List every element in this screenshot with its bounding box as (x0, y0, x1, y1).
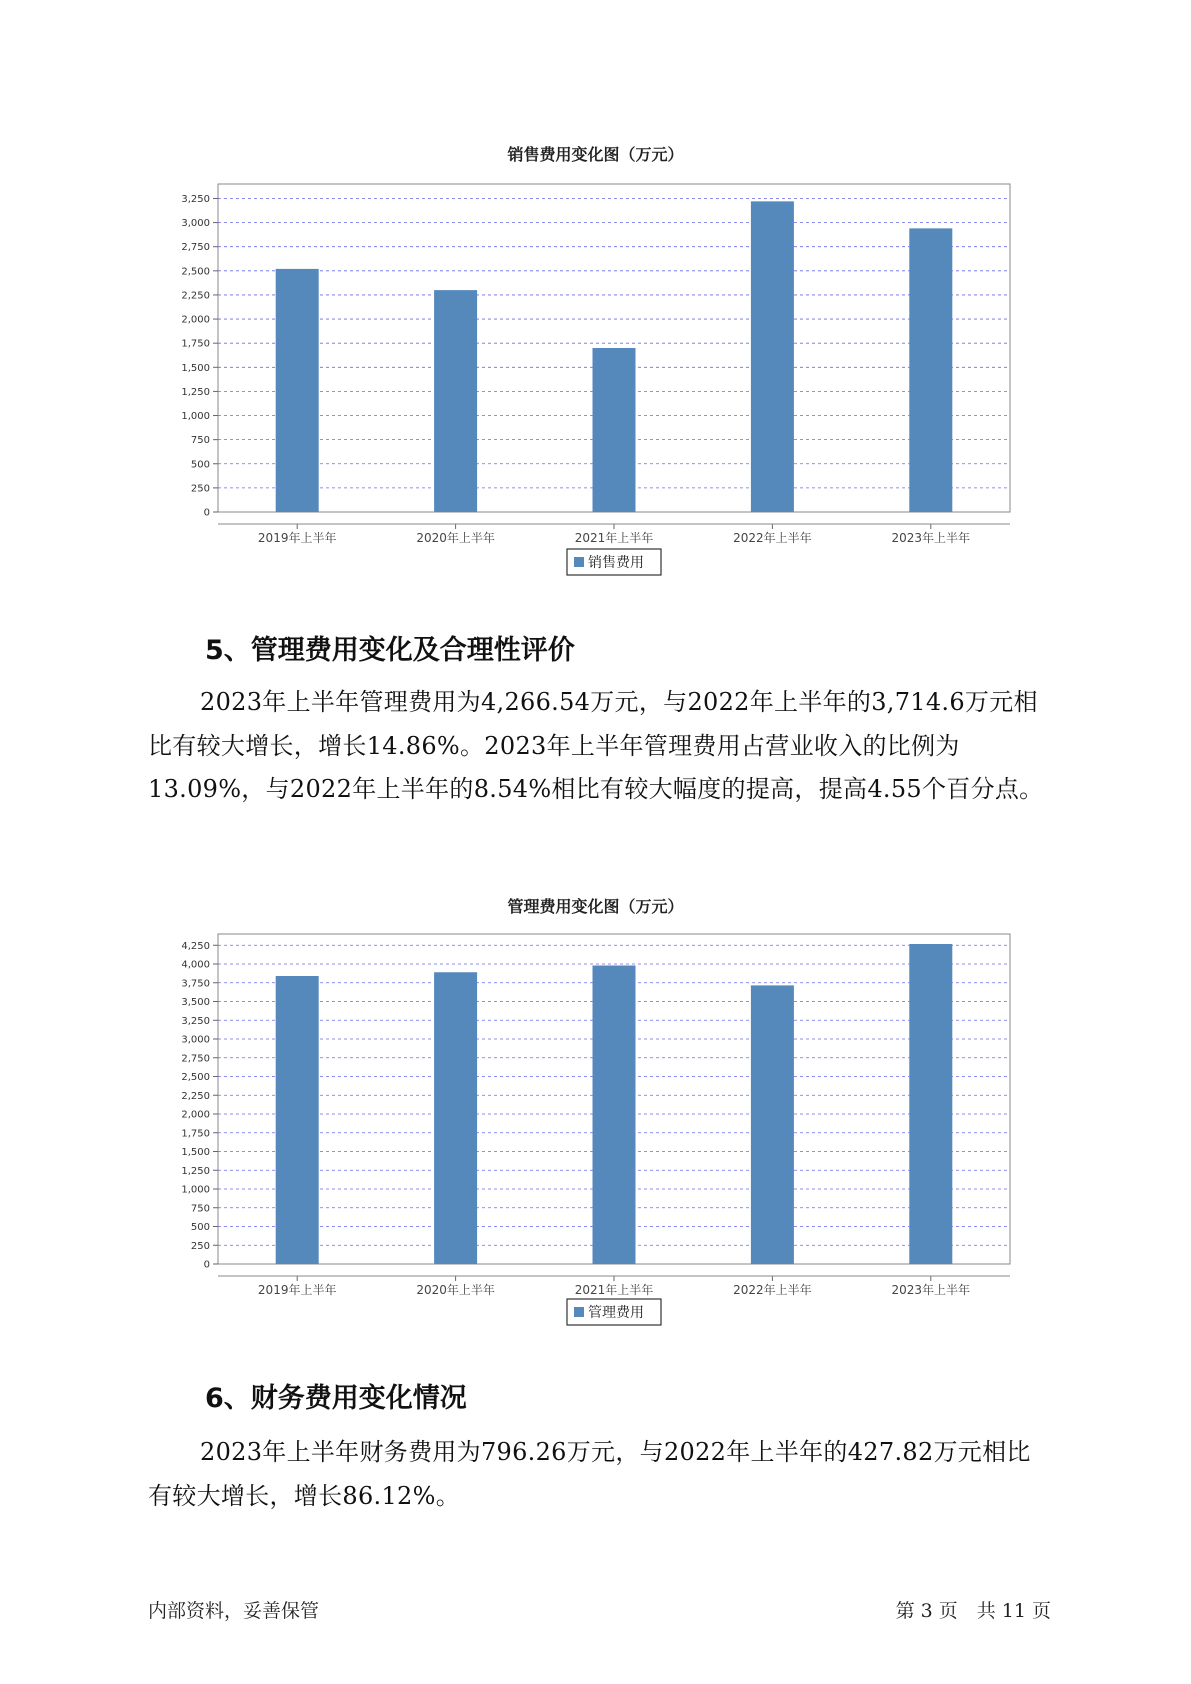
admin-expense-chart (0, 920, 1191, 1340)
y-tick-label: 0 (203, 1259, 210, 1271)
y-tick-label: 2,750 (181, 242, 210, 254)
legend-label: 销售费用 (588, 555, 644, 571)
section-6-paragraph: 2023年上半年财务费用为796.26万元，与2022年上半年的427.82万元相比有较大增长，增长86.12%。 (148, 1438, 1031, 1510)
footer-confidential-note: 内部资料，妥善保管 (148, 1600, 320, 1622)
admin-chart-title: 管理费用变化图（万元） (507, 897, 684, 916)
legend-swatch (574, 557, 584, 567)
y-tick-label: 1,000 (181, 1184, 210, 1196)
x-tick-label: 2022年上半年 (733, 1283, 812, 1297)
y-tick-label: 1,250 (181, 386, 210, 398)
x-tick-label: 2019年上半年 (257, 1283, 337, 1297)
y-tick-label: 1,750 (181, 1128, 210, 1140)
y-tick-label: 250 (190, 1240, 210, 1252)
y-tick-label: 2,750 (181, 1053, 210, 1065)
y-tick-label: 1,750 (181, 338, 210, 350)
bar (434, 290, 477, 512)
bar (909, 944, 952, 1264)
sales-expense-chart (0, 170, 1191, 590)
y-tick-label: 3,000 (181, 218, 210, 230)
y-tick-label: 500 (190, 1222, 210, 1233)
sales-chart-title: 销售费用变化图（万元） (507, 145, 684, 164)
x-tick-label: 2020年上半年 (416, 531, 495, 545)
y-tick-label: 2,250 (181, 290, 210, 302)
y-tick-label: 2,000 (181, 314, 210, 326)
y-tick-label: 2,250 (181, 1090, 210, 1102)
bar (751, 201, 794, 512)
y-tick-label: 4,250 (181, 940, 210, 952)
y-tick-label: 3,250 (181, 193, 210, 205)
y-tick-label: 2,500 (181, 1072, 210, 1083)
x-tick-label: 2023年上半年 (891, 531, 971, 545)
footer-page-number: 第 3 页 共 11 页 (895, 1600, 1051, 1622)
y-tick-label: 2,500 (181, 266, 210, 278)
y-tick-label: 1,250 (181, 1165, 210, 1177)
y-tick-label: 3,750 (181, 978, 210, 990)
x-tick-label: 2019年上半年 (257, 531, 337, 545)
x-tick-label: 2020年上半年 (416, 1283, 495, 1297)
y-tick-label: 750 (190, 1203, 210, 1215)
bar (909, 228, 952, 512)
y-tick-label: 3,500 (181, 997, 210, 1008)
section-5-heading: 5、管理费用变化及合理性评价 (205, 635, 575, 666)
legend-label: 管理费用 (588, 1305, 644, 1321)
y-tick-label: 0 (203, 507, 210, 519)
y-tick-label: 4,000 (181, 959, 210, 971)
y-tick-label: 750 (190, 435, 210, 447)
bar (593, 348, 636, 512)
bar (276, 976, 319, 1264)
y-tick-label: 1,500 (181, 1147, 210, 1158)
x-tick-label: 2022年上半年 (733, 531, 812, 545)
y-tick-label: 1,000 (181, 411, 210, 423)
x-tick-label: 2021年上半年 (574, 1283, 654, 1297)
y-tick-label: 500 (190, 459, 210, 471)
x-tick-label: 2023年上半年 (891, 1283, 971, 1297)
y-tick-label: 250 (190, 483, 210, 495)
legend-swatch (574, 1307, 584, 1317)
bar (434, 972, 477, 1264)
section-6-heading: 6、财务费用变化情况 (205, 1383, 467, 1414)
bar (276, 269, 319, 512)
section-5-paragraph: 2023年上半年管理费用为4,266.54万元，与2022年上半年的3,714.6万元相比有较大增长，增长14.86%。2023年上半年管理费用占营业收入的比例为13.09%，与2022年上半年的8.54%相比有较大幅度的提高，提高4.55个百分点。 (148, 688, 1044, 803)
x-tick-label: 2021年上半年 (574, 531, 654, 545)
y-tick-label: 1,500 (181, 362, 210, 374)
y-tick-label: 3,000 (181, 1034, 210, 1046)
y-tick-label: 3,250 (181, 1015, 210, 1027)
y-tick-label: 2,000 (181, 1109, 210, 1121)
bar (751, 985, 794, 1264)
bar (593, 966, 636, 1265)
